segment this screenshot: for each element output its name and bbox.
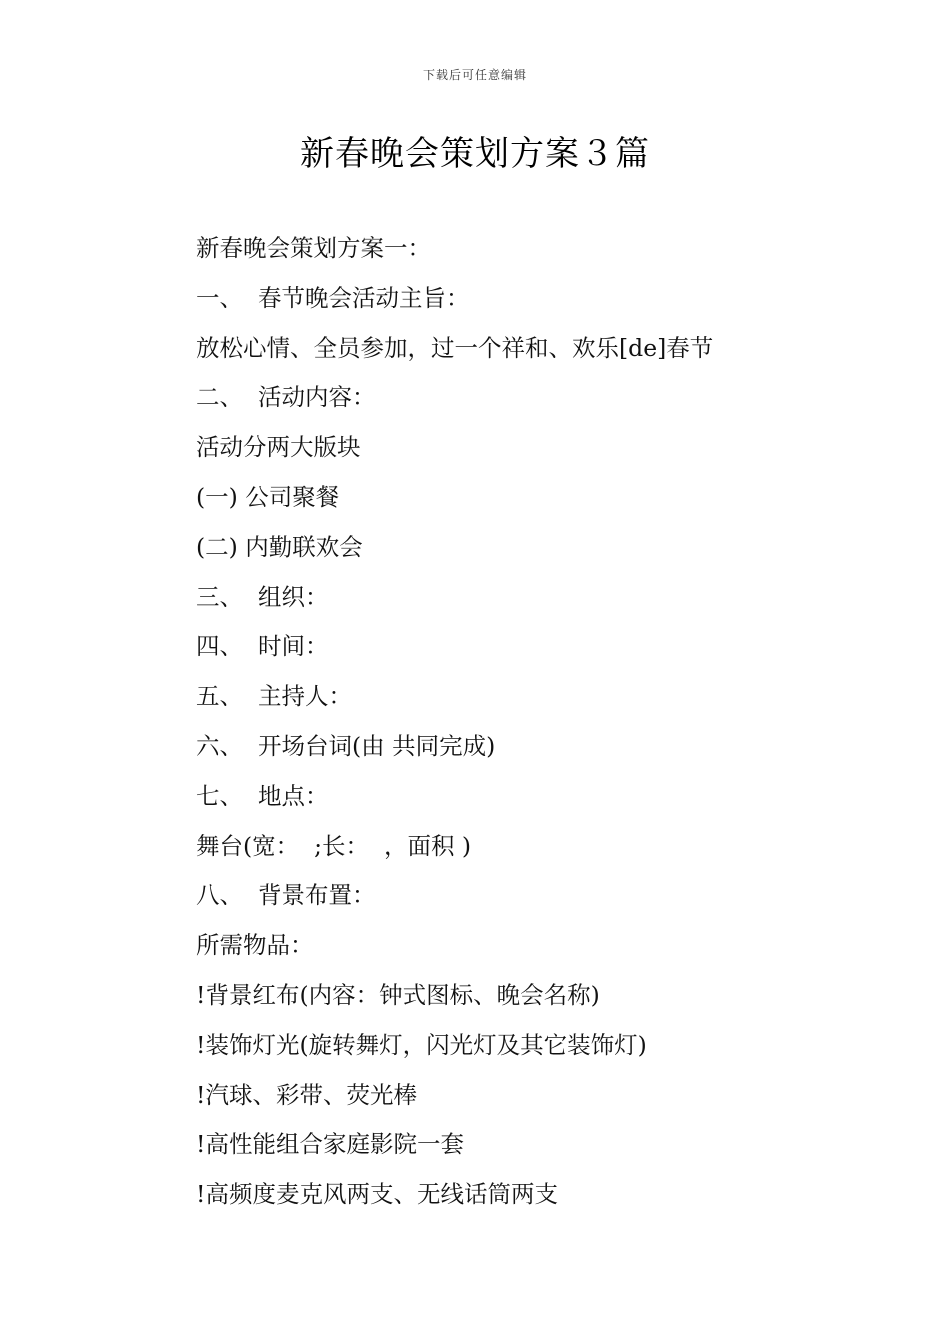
body-line: 三、 组织： <box>196 582 329 611</box>
body-line: 六、 开场台词(由 共同完成) <box>196 731 496 760</box>
body-line: 所需物品： <box>196 931 314 960</box>
body-line: (二) 内勤联欢会 <box>196 532 363 561</box>
body-line: 一、 春节晚会活动主旨： <box>196 283 470 312</box>
body-line: 四、 时间： <box>196 632 329 661</box>
body-line: (一) 公司聚餐 <box>196 482 340 511</box>
body-line: 八、 背景布置： <box>196 881 376 910</box>
document-title: 新春晚会策划方案３篇 <box>300 134 650 174</box>
body-line: 新春晚会策划方案一： <box>196 234 431 262</box>
body-line: !汽球、彩带、荧光棒 <box>196 1080 417 1109</box>
page-header-note: 下载后可任意编辑 <box>422 68 527 82</box>
body-line: 舞台(宽： ;长： ，面积 ) <box>196 831 472 860</box>
body-line: !装饰灯光(旋转舞灯，闪光灯及其它装饰灯) <box>196 1030 647 1059</box>
body-line: !高性能组合家庭影院一套 <box>196 1130 464 1159</box>
body-line: 二、 活动内容： <box>196 383 376 412</box>
body-line: 放松心情、全员参加，过一个祥和、欢乐[de]春节 <box>196 333 714 362</box>
body-line: 活动分两大版块 <box>196 433 361 462</box>
document-body <box>196 230 896 1226</box>
body-line: 五、 主持人： <box>196 682 352 711</box>
body-line: 七、 地点： <box>196 781 329 810</box>
body-line: !背景红布(内容：钟式图标、晚会名称) <box>196 980 600 1009</box>
body-line: !高频度麦克风两支、无线话筒两支 <box>196 1180 558 1209</box>
